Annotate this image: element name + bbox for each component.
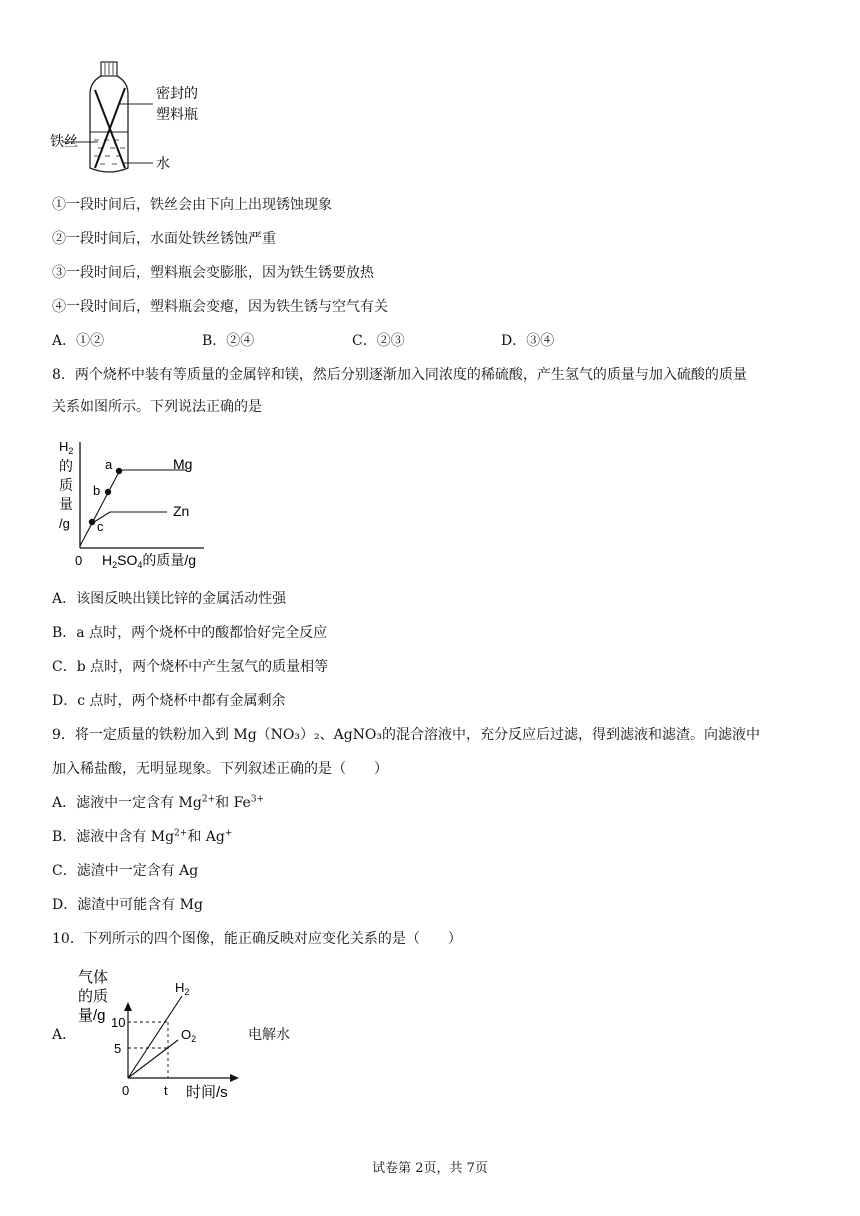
q8-origin-label: 0 [75,553,83,568]
q10-series-h2-label: $H_2$ [175,980,190,997]
q9-option-a-charge-fe: 3+ [250,794,265,805]
q9-option-b-charge-mg: 2+ [174,828,188,839]
q8-point-b [105,489,111,495]
q10-ytick-10: 10 [111,1015,126,1030]
q10-stem: 10．下列所示的四个图像，能正确反映对应变化关系的是（ ） [52,931,462,947]
q7-option-a: A．①② [52,333,105,349]
q10-series-o2-label: $O_2$ [181,1027,197,1044]
q8-point-c [89,519,95,525]
q10-h2-line [128,996,182,1078]
q8-ylabel-unit: /g [59,516,70,531]
wire-label: 铁丝 [50,133,78,149]
q7-option-d: D．③④ [501,333,555,349]
q10-ylabel-line2: 的质 [78,988,109,1005]
q8-chart [52,436,222,572]
q9-stem-line2: 加入稀盐酸，无明显现象。下列叙述正确的是（ ） [52,761,388,777]
q8-point-b-label: b [93,483,101,498]
q8-point-a [116,468,122,474]
q8-stem-line1: 8．两个烧杯中装有等质量的金属锌和镁，然后分别逐渐加入同浓度的稀硫酸，产生氢气的质量与加入硫酸的质量 [52,367,747,383]
bottle-label-line1: 密封的 [156,85,198,101]
q8-series-mg-label: Mg [173,456,193,472]
q10-ytick-5: 5 [114,1041,122,1056]
q9-option-c: C．滤渣中一定含有 Ag [52,863,199,879]
page-footer: 试卷第 2页，共 7页 [372,1161,488,1176]
q9-stem-line1: 9．将一定质量的铁粉加入到 Mg（NO₃）₂、AgNO₃的混合溶液中，充分反应后过滤，得到滤液和滤渣。向滤液中 [52,727,761,743]
bottle-figure [50,60,220,180]
q10-option-a-text: 电解水 [248,1027,290,1043]
q8-option-b: B．a 点时，两个烧杯中的酸都恰好完全反应 [52,625,328,641]
q8-point-a-label: a [105,457,113,472]
q8-zn-line [94,512,167,522]
q8-ylabel-de: 的 [59,458,73,474]
q9-option-a-text2: 和 Fe [215,795,251,811]
q9-option-a-text: A．滤液中一定含有 Mg [52,795,202,811]
q10-y-arrow [124,1002,132,1011]
q8-option-c: C．b 点时，两个烧杯中产生氢气的质量相等 [52,659,329,675]
q7-statement-3: ③一段时间后，塑料瓶会变膨胀，因为铁生锈要放热 [52,265,374,281]
water-label: 水 [156,155,170,171]
q9-option-b-text2: 和 Ag [187,829,225,845]
q7-option-c: C．②③ [352,333,405,349]
q8-ylabel-h2: $H_2$ [59,439,74,456]
q9-option-a-charge-mg: 2+ [201,794,216,805]
q7-option-b: B．②④ [202,333,255,349]
q10-o2-line [128,1040,178,1078]
q8-option-d: D．c 点时，两个烧杯中都有金属剩余 [52,693,286,709]
q10-ylabel-line3: 量/g [78,1007,106,1024]
q10-chart [74,966,252,1106]
q8-point-c-label: c [97,519,104,534]
q7-statement-2: ②一段时间后，水面处铁丝锈蚀严重 [52,231,276,247]
q10-option-a-label: A． [52,1027,77,1043]
q9-option-a [52,794,264,812]
q8-xlabel: $H_2SO_4$的质量/g [102,552,197,570]
q9-option-b-text: B．滤液中含有 Mg [52,829,175,845]
q10-x-arrow [230,1074,239,1082]
q7-statement-4: ④一段时间后，塑料瓶会变瘪，因为铁生锈与空气有关 [52,299,388,315]
q9-option-b-charge-ag: + [224,828,233,839]
q10-origin-label: 0 [122,1083,130,1098]
q9-option-d: D．滤渣中可能含有 Mg [52,897,203,913]
q7-statement-1: ①一段时间后，铁丝会由下向上出现锈蚀现象 [52,197,332,213]
q8-series-zn-label: Zn [173,503,190,519]
q8-stem-line2: 关系如图所示。下列说法正确的是 [52,399,262,415]
q10-xlabel: 时间/s [186,1084,228,1101]
q8-option-a: A．该图反映出镁比锌的金属活动性强 [52,591,287,607]
q10-xtick-t: t [164,1083,168,1098]
q8-mg-line [80,470,190,546]
q9-option-b [52,828,232,846]
q10-ylabel-line1: 气体 [78,969,109,986]
bottle-label-line2: 塑料瓶 [156,106,198,122]
q8-ylabel-zhi: 质 [59,477,73,493]
q8-ylabel-liang: 量 [59,496,73,512]
